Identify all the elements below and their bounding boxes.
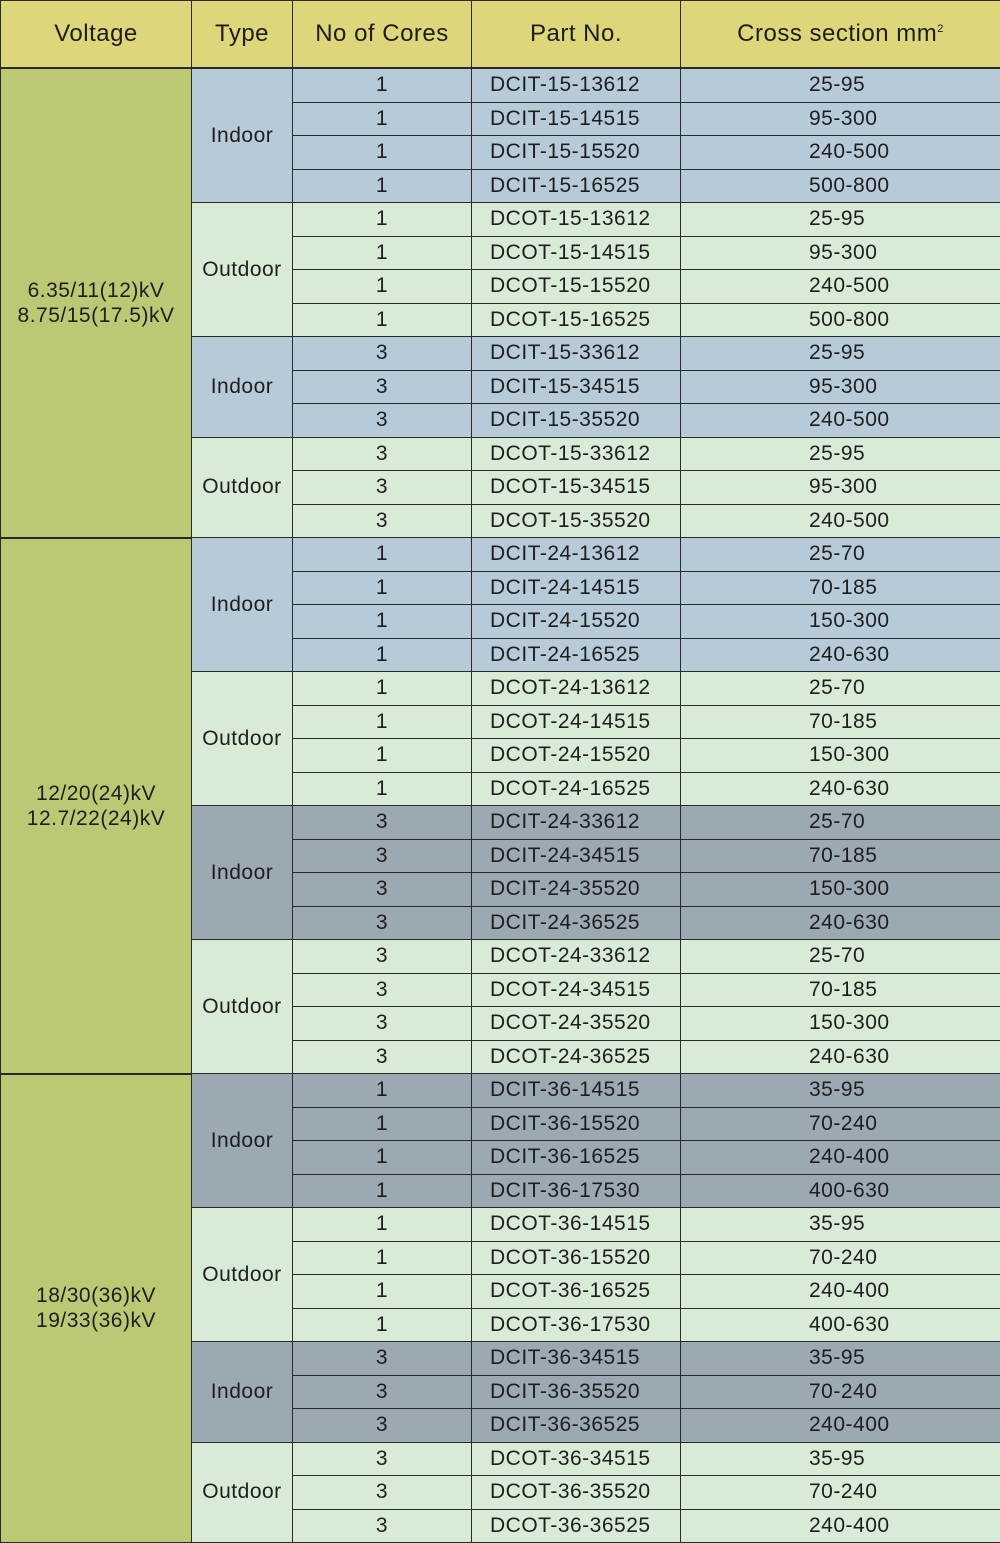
part-number-cell: DCOT-15-15520 (472, 270, 681, 304)
cross-section-cell: 25-95 (681, 337, 1000, 371)
cores-cell: 3 (293, 471, 472, 505)
cross-section-cell: 240-400 (681, 1509, 1000, 1543)
part-number-cell: DCOT-24-13612 (472, 672, 681, 706)
type-cell: Indoor (192, 1074, 293, 1208)
cross-section-cell: 70-240 (681, 1476, 1000, 1510)
cores-cell: 1 (293, 638, 472, 672)
cross-section-cell: 240-500 (681, 270, 1000, 304)
part-number-cell: DCIT-15-34515 (472, 370, 681, 404)
part-number-cell: DCOT-36-14515 (472, 1208, 681, 1242)
header-cores: No of Cores (293, 1, 472, 69)
cross-section-cell: 95-300 (681, 370, 1000, 404)
cores-cell: 3 (293, 1442, 472, 1476)
type-cell: Indoor (192, 337, 293, 438)
cores-cell: 3 (293, 1342, 472, 1376)
cores-cell: 1 (293, 136, 472, 170)
cores-cell: 1 (293, 169, 472, 203)
cross-section-cell: 240-500 (681, 504, 1000, 538)
cores-cell: 1 (293, 571, 472, 605)
part-number-cell: DCIT-24-33612 (472, 806, 681, 840)
header-cross-section (681, 1, 1000, 69)
part-number-cell: DCIT-24-13612 (472, 538, 681, 572)
part-number-cell: DCOT-36-34515 (472, 1442, 681, 1476)
cross-section-cell: 25-70 (681, 538, 1000, 572)
type-cell: Outdoor (192, 437, 293, 538)
cross-section-cell: 240-630 (681, 772, 1000, 806)
cross-section-cell: 400-630 (681, 1308, 1000, 1342)
part-number-cell: DCIT-15-33612 (472, 337, 681, 371)
part-number-cell: DCIT-36-34515 (472, 1342, 681, 1376)
type-cell: Indoor (192, 68, 293, 203)
part-number-cell: DCIT-36-16525 (472, 1141, 681, 1175)
cores-cell: 1 (293, 68, 472, 102)
cores-cell: 1 (293, 236, 472, 270)
header-cross-section-label: Cross section mm (737, 20, 937, 47)
part-number-cell: DCOT-36-35520 (472, 1476, 681, 1510)
part-number-cell: DCOT-15-33612 (472, 437, 681, 471)
voltage-rating: 19/33(36)kV (1, 1308, 191, 1333)
cross-section-cell: 240-630 (681, 638, 1000, 672)
cores-cell: 1 (293, 1241, 472, 1275)
cores-cell: 1 (293, 1275, 472, 1309)
part-number-cell: DCIT-15-13612 (472, 68, 681, 102)
part-number-cell: DCOT-24-36525 (472, 1040, 681, 1074)
part-number-cell: DCIT-15-16525 (472, 169, 681, 203)
cross-section-cell: 240-400 (681, 1409, 1000, 1443)
cross-section-cell: 25-95 (681, 68, 1000, 102)
cores-cell: 1 (293, 1107, 472, 1141)
cross-section-cell: 25-95 (681, 203, 1000, 237)
cross-section-cell: 150-300 (681, 605, 1000, 639)
part-number-cell: DCIT-15-14515 (472, 102, 681, 136)
header-cross-section-superscript: 2 (937, 23, 944, 35)
cross-section-cell: 95-300 (681, 236, 1000, 270)
type-cell: Outdoor (192, 672, 293, 806)
table-row (1, 538, 1000, 572)
cores-cell: 3 (293, 337, 472, 371)
type-cell: Indoor (192, 538, 293, 672)
cross-section-cell: 150-300 (681, 873, 1000, 907)
cross-section-cell: 240-400 (681, 1141, 1000, 1175)
cross-section-cell: 70-185 (681, 571, 1000, 605)
part-number-cell: DCIT-24-14515 (472, 571, 681, 605)
part-number-cell: DCOT-36-17530 (472, 1308, 681, 1342)
cross-section-cell: 150-300 (681, 1007, 1000, 1041)
type-cell: Outdoor (192, 1208, 293, 1342)
cross-section-cell: 240-400 (681, 1275, 1000, 1309)
part-number-cell: DCOT-24-16525 (472, 772, 681, 806)
cores-cell: 1 (293, 1174, 472, 1208)
cross-section-cell: 240-500 (681, 136, 1000, 170)
voltage-rating: 18/30(36)kV (1, 1283, 191, 1308)
cores-cell: 1 (293, 538, 472, 572)
type-cell: Outdoor (192, 940, 293, 1074)
header-row (1, 1, 1000, 69)
cores-cell: 1 (293, 772, 472, 806)
cores-cell: 3 (293, 906, 472, 940)
part-number-cell: DCOT-15-13612 (472, 203, 681, 237)
cross-section-cell: 35-95 (681, 1442, 1000, 1476)
cores-cell: 1 (293, 1308, 472, 1342)
part-number-cell: DCIT-24-34515 (472, 839, 681, 873)
cross-section-cell: 70-240 (681, 1375, 1000, 1409)
part-number-cell: DCIT-24-16525 (472, 638, 681, 672)
part-number-cell: DCIT-24-36525 (472, 906, 681, 940)
cores-cell: 3 (293, 404, 472, 438)
cross-section-cell: 240-630 (681, 1040, 1000, 1074)
header-type: Type (192, 1, 293, 69)
cores-cell: 3 (293, 973, 472, 1007)
cores-cell: 1 (293, 605, 472, 639)
part-number-cell: DCIT-36-17530 (472, 1174, 681, 1208)
part-number-cell: DCOT-36-16525 (472, 1275, 681, 1309)
cross-section-cell: 95-300 (681, 471, 1000, 505)
part-number-cell: DCOT-24-34515 (472, 973, 681, 1007)
cores-cell: 1 (293, 1074, 472, 1108)
cores-cell: 3 (293, 437, 472, 471)
voltage-cell (1, 1074, 192, 1543)
cross-section-cell: 95-300 (681, 102, 1000, 136)
part-number-cell: DCOT-24-14515 (472, 705, 681, 739)
cross-section-cell: 500-800 (681, 169, 1000, 203)
part-number-cell: DCOT-15-14515 (472, 236, 681, 270)
type-cell: Outdoor (192, 1442, 293, 1543)
voltage-rating: 12/20(24)kV (1, 781, 191, 806)
cores-cell: 1 (293, 672, 472, 706)
table-header (1, 1, 1000, 69)
part-number-cell: DCOT-24-35520 (472, 1007, 681, 1041)
voltage-rating: 12.7/22(24)kV (1, 806, 191, 831)
cross-section-cell: 500-800 (681, 303, 1000, 337)
part-number-cell: DCIT-24-15520 (472, 605, 681, 639)
cross-section-cell: 70-185 (681, 705, 1000, 739)
part-number-cell: DCIT-15-15520 (472, 136, 681, 170)
part-number-cell: DCIT-36-14515 (472, 1074, 681, 1108)
cross-section-cell: 400-630 (681, 1174, 1000, 1208)
cores-cell: 3 (293, 1040, 472, 1074)
header-part-no: Part No. (472, 1, 681, 69)
cores-cell: 3 (293, 1509, 472, 1543)
part-number-cell: DCOT-24-33612 (472, 940, 681, 974)
part-number-cell: DCIT-36-35520 (472, 1375, 681, 1409)
table-row (1, 68, 1000, 102)
cores-cell: 1 (293, 303, 472, 337)
cross-section-cell: 25-70 (681, 806, 1000, 840)
cross-section-cell: 35-95 (681, 1342, 1000, 1376)
voltage-rating: 8.75/15(17.5)kV (1, 303, 191, 328)
cross-section-cell: 35-95 (681, 1208, 1000, 1242)
cross-section-cell: 25-70 (681, 672, 1000, 706)
type-cell: Indoor (192, 1342, 293, 1443)
cross-section-cell: 70-185 (681, 973, 1000, 1007)
cross-section-cell: 240-630 (681, 906, 1000, 940)
cross-section-cell: 35-95 (681, 1074, 1000, 1108)
part-number-cell: DCIT-36-15520 (472, 1107, 681, 1141)
part-number-cell: DCIT-24-35520 (472, 873, 681, 907)
header-voltage: Voltage (1, 1, 192, 69)
part-number-cell: DCIT-36-36525 (472, 1409, 681, 1443)
voltage-cell (1, 68, 192, 538)
type-cell: Outdoor (192, 203, 293, 337)
part-number-cell: DCOT-15-35520 (472, 504, 681, 538)
cross-section-cell: 70-240 (681, 1107, 1000, 1141)
cores-cell: 3 (293, 370, 472, 404)
cross-section-cell: 70-185 (681, 839, 1000, 873)
cores-cell: 1 (293, 203, 472, 237)
part-number-cell: DCOT-15-16525 (472, 303, 681, 337)
cross-section-cell: 240-500 (681, 404, 1000, 438)
cores-cell: 3 (293, 873, 472, 907)
table-row (1, 1074, 1000, 1108)
type-cell: Indoor (192, 806, 293, 940)
cross-section-cell: 25-95 (681, 437, 1000, 471)
cores-cell: 3 (293, 1476, 472, 1510)
table-body (1, 68, 1000, 1543)
cores-cell: 1 (293, 1208, 472, 1242)
cores-cell: 3 (293, 1375, 472, 1409)
cores-cell: 1 (293, 1141, 472, 1175)
cross-section-cell: 70-240 (681, 1241, 1000, 1275)
cores-cell: 3 (293, 839, 472, 873)
cores-cell: 3 (293, 806, 472, 840)
cores-cell: 3 (293, 1409, 472, 1443)
cores-cell: 1 (293, 705, 472, 739)
cores-cell: 3 (293, 1007, 472, 1041)
part-number-cell: DCOT-15-34515 (472, 471, 681, 505)
part-number-cell: DCOT-36-36525 (472, 1509, 681, 1543)
cores-cell: 1 (293, 270, 472, 304)
voltage-cell (1, 538, 192, 1074)
part-number-cell: DCIT-15-35520 (472, 404, 681, 438)
part-number-cell: DCOT-36-15520 (472, 1241, 681, 1275)
cores-cell: 3 (293, 504, 472, 538)
cores-cell: 3 (293, 940, 472, 974)
cross-section-cell: 150-300 (681, 739, 1000, 773)
voltage-rating: 6.35/11(12)kV (1, 278, 191, 303)
cores-cell: 1 (293, 102, 472, 136)
part-number-cell: DCOT-24-15520 (472, 739, 681, 773)
cores-cell: 1 (293, 739, 472, 773)
cross-section-cell: 25-70 (681, 940, 1000, 974)
